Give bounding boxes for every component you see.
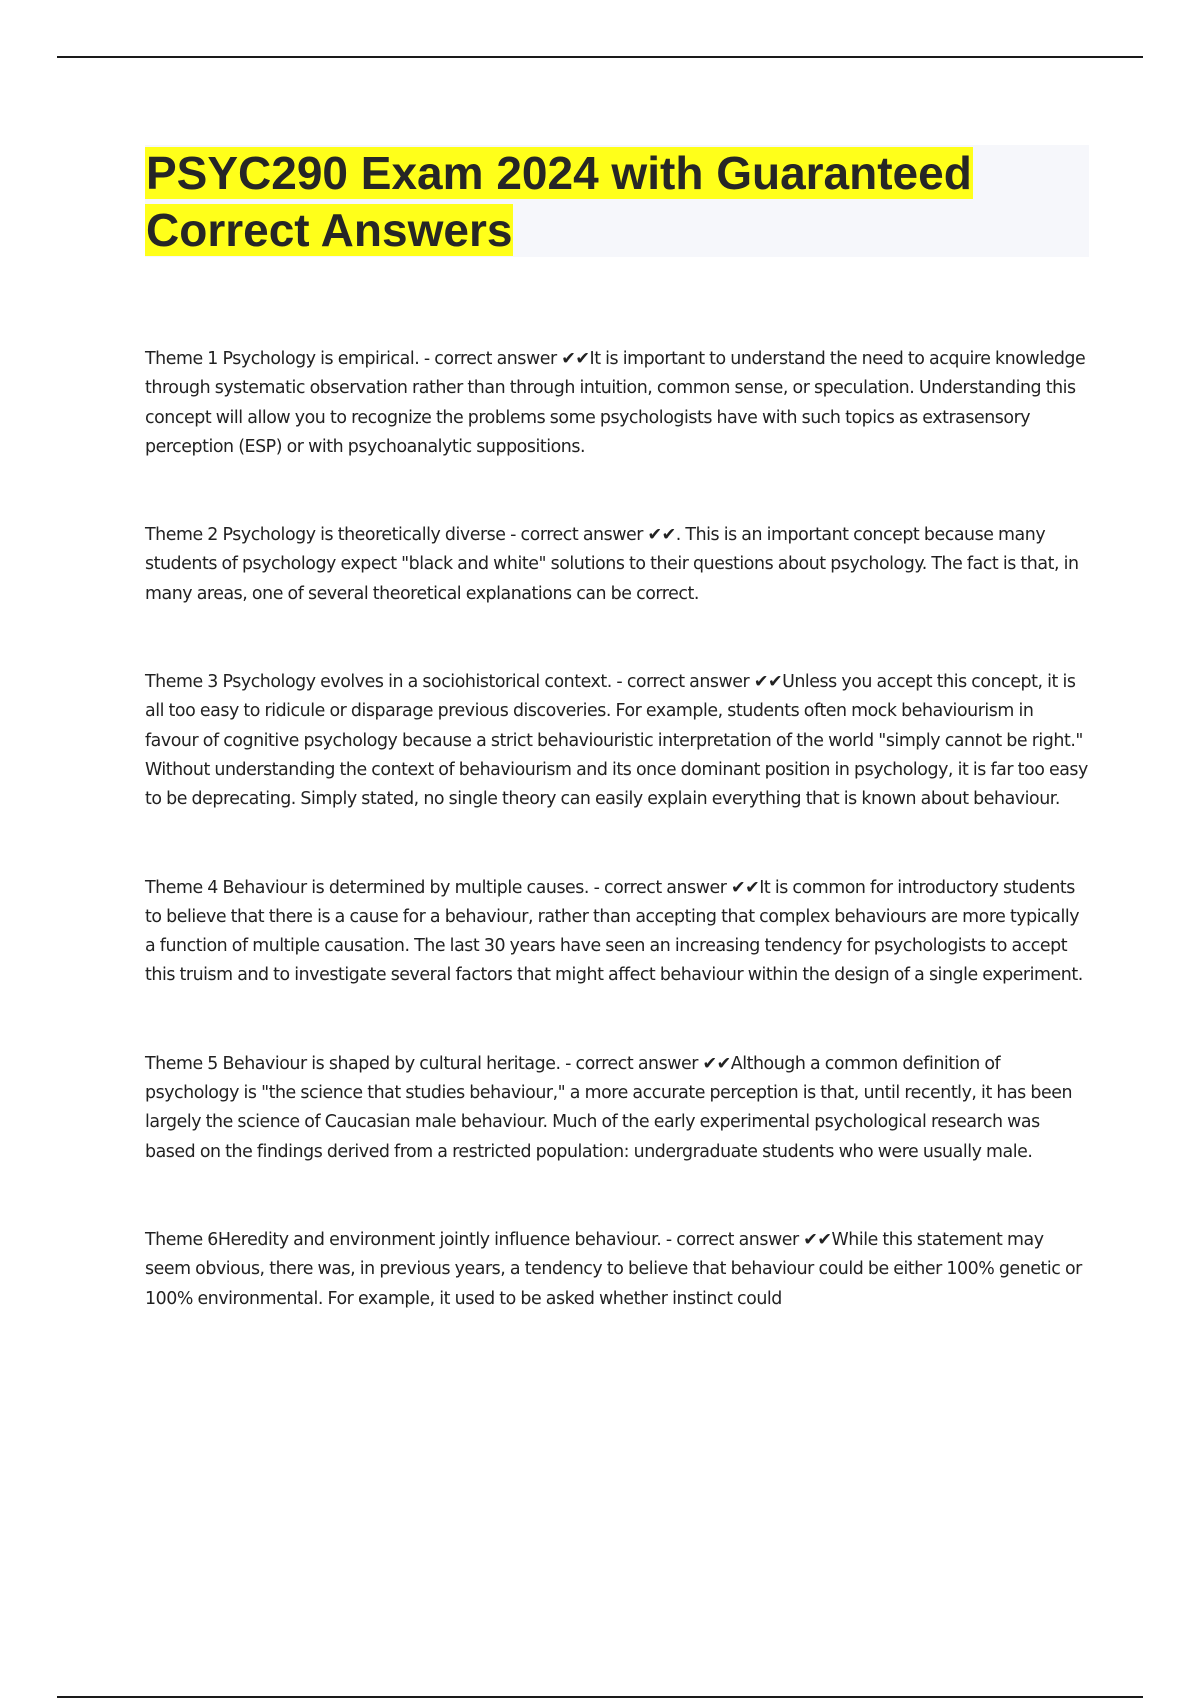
document-title: [145, 145, 1089, 259]
theme-6-paragraph: Theme 6Heredity and environment jointly influence behaviour. - correct answer ✔✔While this statement may seem obvious, there was, in previous years, a tendency to believe that behaviour could be either 100% genetic or 100% environmental. For example, it used to be asked whether instinct could: [145, 1229, 1082, 1309]
theme-3-paragraph: Theme 3 Psychology evolves in a sociohistorical context. - correct answer ✔✔Unless you accept this concept, it is all too easy to ridicule or disparage previous discoveries. For example, students often mock behaviourism in favour of cognitive psychology because a strict behaviouristic interpretation of the world "simply cannot be right." Without understanding the context of behaviourism and its once dominant position in psychology, it is far too easy to be deprecating. Simply stated, no single theory can easily explain everything that is known about behaviour.: [145, 672, 1088, 810]
document-body: [145, 345, 1090, 1314]
theme-1-paragraph: Theme 1 Psychology is empirical. - correct answer ✔✔It is important to understand the need to acquire knowledge through systematic observation rather than through intuition, common sense, or speculation. Understanding this concept will allow you to recognize the problems some psychologists have with such topics as extrasensory perception (ESP) or with psychoanalytic suppositions.: [145, 349, 1086, 457]
theme-4-paragraph: Theme 4 Behaviour is determined by multiple causes. - correct answer ✔✔It is common for introductory students to believe that there is a cause for a behaviour, rather than accepting that complex behaviours are more typically a function of multiple causation. The last 30 years have seen an increasing tendency for psychologists to accept this truism and to investigate several factors that might affect behaviour within the design of a single experiment.: [145, 877, 1083, 986]
bottom-rule: [57, 1696, 1143, 1698]
theme-2-paragraph: Theme 2 Psychology is theoretically diverse - correct answer ✔✔. This is an important concept because many students of psychology expect "black and white" solutions to their questions about psychology. The fact is that, in many areas, one of several theoretical explanations can be correct.: [145, 525, 1079, 604]
title-highlight: PSYC290 Exam 2024 with Guaranteed Correct Answers: [146, 147, 972, 256]
theme-5-paragraph: Theme 5 Behaviour is shaped by cultural heritage. - correct answer ✔✔Although a common definition of psychology is "the science that studies behaviour," a more accurate perception is that, until recently, it has been largely the science of Caucasian male behaviour. Much of the early experimental psychological research was based on the findings derived from a restricted population: undergraduate students who were usually male.: [145, 1053, 1073, 1162]
top-rule: [57, 56, 1143, 58]
title-block: [145, 145, 1089, 257]
